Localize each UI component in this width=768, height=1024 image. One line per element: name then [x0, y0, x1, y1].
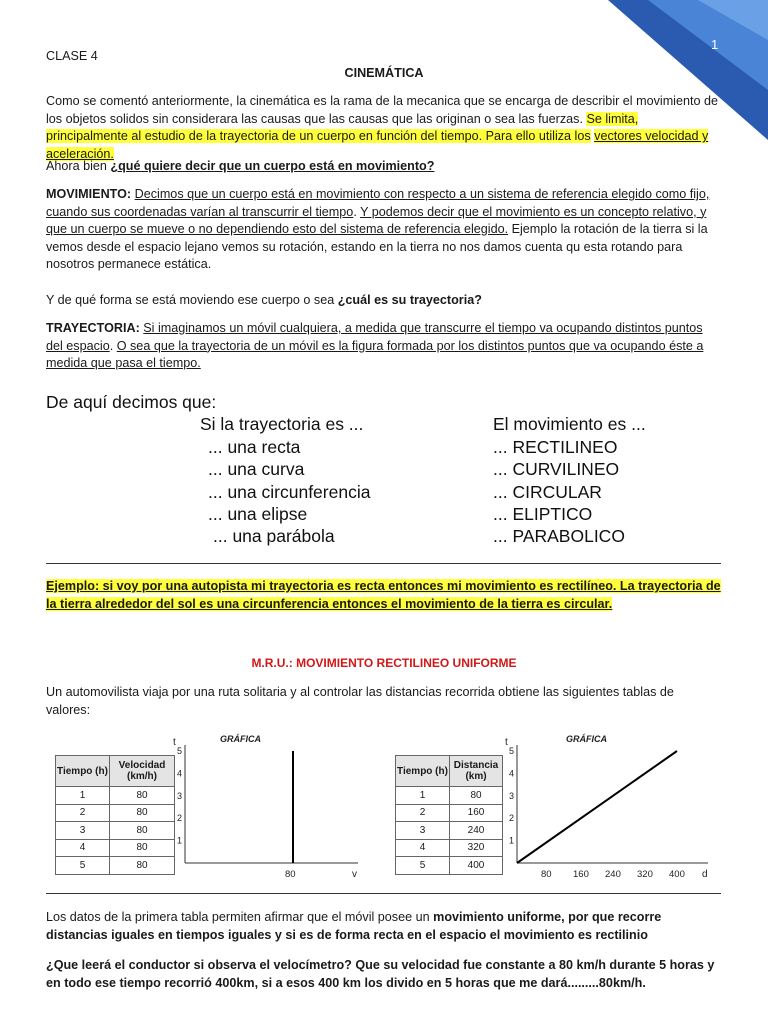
summary-tray-2: ... una curva	[208, 459, 305, 479]
table-row	[396, 787, 503, 805]
y-tick-label: 1	[509, 835, 515, 846]
movimiento-label: MOVIMIENTO:	[46, 187, 132, 201]
y-tick-label: 1	[177, 835, 183, 846]
table-row	[56, 822, 175, 840]
summary-tray-3: ... una circunferencia	[208, 482, 371, 502]
question-bold: ¿qué quiere decir que un cuerpo está en movimiento?	[110, 159, 435, 173]
trayectoria-def2: O sea que la trayectoria de un móvil es la figura formada por los distintos puntos que va ocupando éste a medida que pasa el tiempo.	[46, 338, 704, 370]
table-row	[396, 804, 503, 822]
table1-header-time: Tiempo (h)	[56, 756, 110, 787]
movimiento-paragraph: MOVIMIENTO: Decimos que un cuerpo está en movimiento con respecto a un sistema de referencia elegido como fijo, cuando sus coordenadas varían al transcurrir el tiempo. Y podemos decir que el movimiento es un concepto relativo, y que un cuerpo se mueve o no dependiendo esto del sistema de referencia elegido. Ejemplo la rotación de la tierra si la vemos desde el espacio lejano vemos su rotación, estando en la tierra no nos damos cuenta qu esta rotando para nosotros permanece estática.	[46, 187, 710, 271]
mru-title: M.R.U.: MOVIMIENTO RECTILINEO UNIFORME	[251, 656, 517, 670]
cell: 4	[396, 839, 450, 857]
summary-header-right: El movimiento es ...	[493, 414, 646, 434]
movimiento-def1: Decimos que un cuerpo está en movimiento con respecto a un sistema de referencia elegido como fijo, cuando sus coordenadas varían al transcurrir el tiempo	[46, 187, 710, 219]
summary-header-left: Si la trayectoria es ...	[200, 414, 364, 434]
summary-mov-5: ... PARABOLICO	[493, 526, 625, 546]
summary-mov-3: ... CIRCULAR	[493, 482, 602, 502]
y-tick-label: 4	[177, 768, 183, 779]
table-distance	[395, 755, 503, 875]
intro-paragraph	[46, 93, 721, 163]
y-tick-label: 3	[177, 790, 183, 801]
y-tick-label: 5	[177, 746, 183, 756]
summary-tray-1: ... una recta	[208, 437, 301, 457]
y-tick-label: 2	[509, 813, 515, 824]
cell: 320	[450, 839, 503, 857]
conclusion1-bold: movimiento uniforme, por que recorre distancias iguales en tiempos iguales y si es de forma recta en el espacio el movimiento es rectilinio	[46, 910, 662, 942]
cell: 4	[56, 839, 110, 857]
y-axis-label: t	[173, 737, 176, 748]
x-axis-label: d	[702, 869, 708, 880]
cell: 80	[110, 787, 175, 805]
cell: 240	[450, 822, 503, 840]
table-velocity	[55, 755, 175, 875]
trayectoria-paragraph: TRAYECTORIA: Si imaginamos un móvil cualquiera, a medida que transcurre el tiempo va ocupando distintos puntos del espacio. O sea que la trayectoria de un móvil es la figura formada por los distintos puntos que va ocupando éste a medida que pasa el tiempo.	[46, 321, 704, 370]
question2-bold: ¿cuál es su trayectoria?	[337, 293, 482, 307]
table1-header-velocity: Velocidad (km/h)	[110, 756, 175, 787]
cell: 3	[396, 822, 450, 840]
chart-velocity-time	[168, 728, 368, 884]
x-tick-label: 160	[573, 869, 589, 880]
question-lead: Ahora bien	[46, 159, 111, 173]
cell: 3	[56, 822, 110, 840]
trayectoria-label: TRAYECTORIA:	[46, 321, 140, 335]
y-tick-label: 5	[509, 746, 515, 756]
summary-mov-1: ... RECTILINEO	[493, 437, 618, 457]
x-axis-label: v	[352, 869, 357, 880]
cell: 80	[110, 822, 175, 840]
divider-2	[46, 893, 721, 894]
cell: 80	[110, 839, 175, 857]
question2-lead: Y de qué forma se está moviendo ese cuerpo o sea	[46, 293, 338, 307]
intro-vectors: vectores velocidad y aceleración.	[46, 129, 709, 161]
table-row	[56, 804, 175, 822]
movimiento-rest: Ejemplo la rotación de la tierra si la vemos desde el espacio lejano vemos su rotación, estando en la tierra no nos damos cuenta qu esta rotando para nosotros permanece estática.	[46, 222, 708, 271]
table-row	[396, 822, 503, 840]
cell: 1	[56, 787, 110, 805]
cell: 160	[450, 804, 503, 822]
cell: 1	[396, 787, 450, 805]
ejemplo-text: Ejemplo: si voy por una autopista mi trayectoria es recta entonces mi movimiento es rectilíneo. La trayectoria de la tierra alrededor del sol es una circunferencia entonces el movimiento de la tierra es circular.	[46, 579, 721, 611]
chart-distance-time	[500, 728, 720, 884]
cell: 5	[396, 857, 450, 875]
cell: 2	[56, 804, 110, 822]
y-tick-label: 4	[509, 768, 515, 779]
x-tick-label: 240	[605, 869, 621, 880]
cell: 5	[56, 857, 110, 875]
summary-mov-4: ... ELIPTICO	[493, 504, 593, 524]
mru-intro: Un automovilista viaja por una ruta solitaria y al controlar las distancias recorrida obtiene las siguientes tablas de valores:	[46, 685, 674, 717]
cell: 80	[110, 804, 175, 822]
divider-1	[46, 563, 721, 564]
page-number: 1	[711, 37, 719, 52]
series-line	[517, 751, 677, 863]
cell: 80	[450, 787, 503, 805]
chart-title: GRÁFICA	[566, 734, 607, 744]
y-tick-label: 2	[177, 813, 183, 824]
conclusion-paragraph-1	[46, 909, 721, 944]
chart-title: GRÁFICA	[220, 734, 261, 744]
summary-intro: De aquí decimos que:	[46, 392, 217, 412]
y-axis-label: t	[505, 737, 508, 748]
table-row	[396, 857, 503, 875]
table-row	[396, 839, 503, 857]
summary-tray-4: ... una elipse	[208, 504, 308, 524]
cell: 400	[450, 857, 503, 875]
table-row	[56, 857, 175, 875]
clase-label: CLASE 4	[46, 49, 98, 63]
x-tick-label: 400	[669, 869, 685, 880]
x-tick-label: 320	[637, 869, 653, 880]
summary-tray-5: ... una parábola	[213, 526, 335, 546]
movimiento-def2: Y podemos decir que el movimiento es un concepto relativo, y que un cuerpo se mueve o no dependiendo esto del sistema de referencia elegido.	[46, 204, 707, 236]
y-tick-label: 3	[509, 790, 515, 801]
page-title: CINEMÁTICA	[344, 66, 424, 80]
table2-header-time: Tiempo (h)	[396, 756, 450, 787]
x-tick-label: 80	[541, 869, 552, 880]
cell: 80	[110, 857, 175, 875]
table-row	[56, 787, 175, 805]
conclusion-paragraph-2: ¿Que leerá el conductor si observa el velocímetro? Que su velocidad fue constante a 80 km/h durante 5 horas y en todo ese tiempo recorrió 400km, si a esos 400 km los divido en 5 horas que me dará.........80km/h.	[46, 958, 715, 990]
x-tick-label: 80	[285, 869, 296, 880]
intro-highlight: Se limita, principalmente al estudio de la trayectoria de un cuerpo en función del tiempo. Para ello utiliza los	[46, 111, 639, 143]
question-trajectory	[46, 292, 721, 310]
intro-text: Como se comentó anteriormente, la cinemática es la rama de la mecanica que se encarga de describir el movimiento de los objetos solidos sin considerara las causas que las causas que las originan o sea las fuerzas.	[46, 94, 719, 126]
conclusion1-text: Los datos de la primera tabla permiten afirmar que el móvil posee un	[46, 910, 434, 924]
question-movement	[46, 158, 721, 176]
summary-mov-2: ... CURVILINEO	[493, 459, 620, 479]
table2-header-distance: Distancia (km)	[450, 756, 503, 787]
trayectoria-def1: Si imaginamos un móvil cualquiera, a medida que transcurre el tiempo va ocupando distintos puntos del espacio	[46, 321, 703, 353]
ejemplo-paragraph	[46, 578, 721, 613]
cell: 2	[396, 804, 450, 822]
table-row	[56, 839, 175, 857]
